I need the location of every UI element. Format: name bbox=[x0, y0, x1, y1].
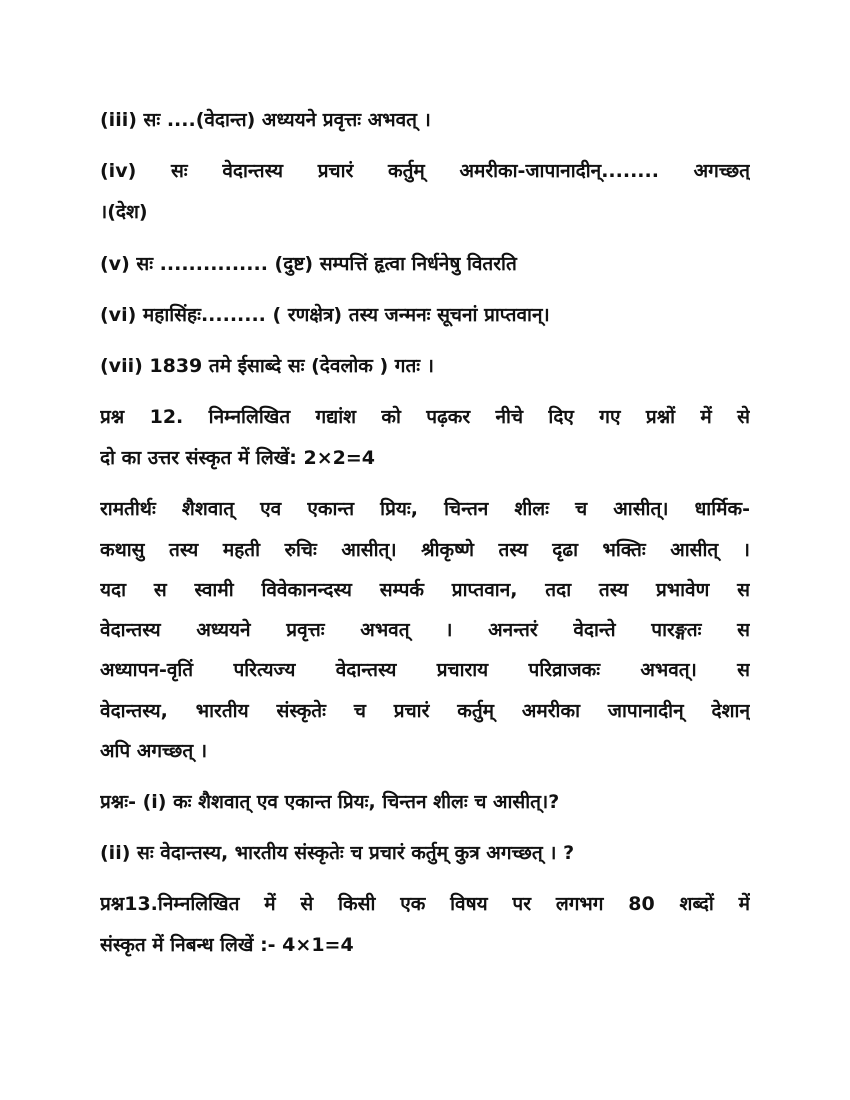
passage-line: यदा स स्वामी विवेकानन्दस्य सम्पर्क प्राप्तवान, तदा तस्य प्रभावेण स bbox=[100, 579, 750, 601]
question-12-instruction: दो का उत्तर संस्कृत में लिखें: 2×2=4 bbox=[100, 447, 375, 469]
passage-line: कथासु तस्य महती रुचिः आसीत्। श्रीकृष्णे तस्य दृढा भक्तिः आसीत् । bbox=[100, 539, 750, 561]
question-13-heading: प्रश्न13.निम्नलिखित में से किसी एक विषय पर लगभग 80 शब्दों में bbox=[100, 893, 750, 915]
passage-line: अध्यापन-वृतिं परित्यज्य वेदान्तस्य प्रचाराय परिव्राजकः अभवत्। स bbox=[100, 659, 750, 681]
item-v: (v) सः ............... (दुष्ट) सम्पत्तिं हृत्वा निर्धनेषु वितरति bbox=[100, 253, 517, 275]
item-vii: (vii) 1839 तमे ईसाब्दे सः (देवलोक ) गतः । bbox=[100, 355, 434, 377]
item-vi: (vi) महासिंहः......... ( रणक्षेत्र) तस्य जन्मनः सूचनां प्राप्तवान्। bbox=[100, 304, 550, 326]
item-iv-continuation: ।(देश) bbox=[100, 201, 148, 223]
question-12-heading: प्रश्न 12. निम्नलिखित गद्यांश को पढ़कर नीचे दिए गए प्रश्नों में से bbox=[100, 406, 750, 428]
passage-line: वेदान्तस्य अध्ययने प्रवृत्तः अभवत् । अनन्तरं वेदान्ते पारङ्गतः स bbox=[100, 619, 750, 641]
passage-line: वेदान्तस्य, भारतीय संस्कृतेः च प्रचारं कर्तुम् अमरीका जापानादीन् देशान् bbox=[100, 700, 750, 722]
sub-question-ii: (ii) सः वेदान्तस्य, भारतीय संस्कृतेः च प्रचारं कर्तुम् कुत्र अगच्छत् । ? bbox=[100, 842, 575, 864]
sub-question-i: प्रश्नः- (i) कः शैशवात् एव एकान्त प्रियः, चिन्तन शीलः च आसीत्।? bbox=[100, 791, 560, 813]
item-iv: (iv) सः वेदान्तस्य प्रचारं कर्तुम् अमरीका-जापानादीन्........ अगच्छत् bbox=[100, 160, 750, 182]
question-13-instruction: संस्कृत में निबन्ध लिखें :- 4×1=4 bbox=[100, 934, 354, 956]
item-iii: (iii) सः ....(वेदान्त) अध्ययने प्रवृत्तः अभवत् । bbox=[100, 109, 431, 131]
passage-line: रामतीर्थः शैशवात् एव एकान्त प्रियः, चिन्तन शीलः च आसीत्। धार्मिक- bbox=[100, 498, 750, 520]
passage-line: अपि अगच्छत् । bbox=[100, 740, 208, 762]
